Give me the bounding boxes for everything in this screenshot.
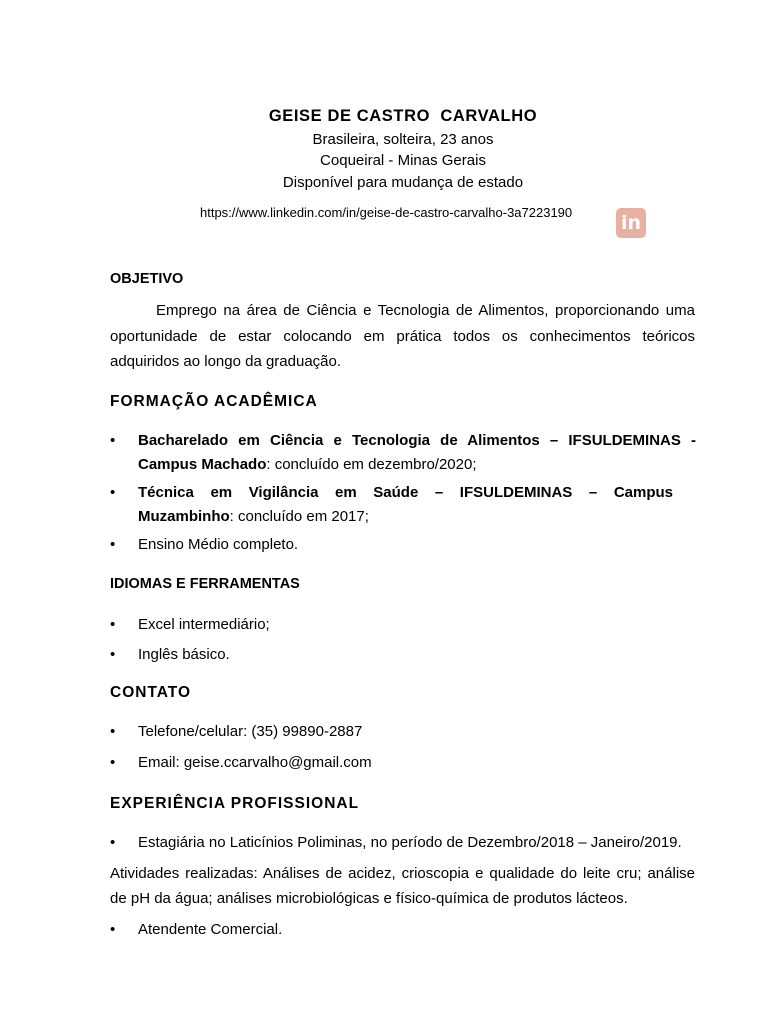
objetivo-line-2: oportunidade de estar colocando em prática todos os conhecimentos teóricos	[110, 327, 695, 345]
candidate-name: GEISE DE CASTRO CARVALHO	[268, 107, 538, 125]
linkedin-icon[interactable]: in	[616, 208, 646, 238]
section-title-formacao: FORMAÇÃO ACADÊMICA	[110, 393, 318, 410]
completion-info: : concluído em dezembro/2020;	[266, 456, 477, 473]
bullet-marker: •	[110, 754, 116, 771]
campus-name: Campus Machado	[138, 456, 267, 473]
degree-title: Bacharelado em Ciência e Tecnologia de Alimentos – IFSULDEMINAS -	[138, 432, 696, 449]
list-item-text: Estagiária no Laticínios Poliminas, no período de Dezembro/2018 – Janeiro/2019.	[138, 834, 682, 851]
objetivo-paragraph	[110, 298, 695, 375]
section-title-experiencia: EXPERIÊNCIA PROFISSIONAL	[110, 795, 360, 812]
phone-text: Telefone/celular: (35) 99890-2887	[138, 723, 363, 740]
completion-info: : concluído em 2017;	[229, 508, 369, 525]
section-title-idiomas: IDIOMAS E FERRAMENTAS	[110, 576, 300, 592]
campus-name: Muzambinho	[138, 508, 230, 525]
atividades-line-2: de pH da água; análises microbiológicas e físico-química de produtos lácteos.	[110, 890, 628, 907]
email-text: Email: geise.ccarvalho@gmail.com	[138, 754, 372, 771]
bullet-marker: •	[110, 646, 116, 663]
objetivo-line-3: adquiridos ao longo da graduação.	[110, 353, 342, 370]
bullet-marker: •	[110, 834, 116, 851]
list-item-text: Atendente Comercial.	[138, 921, 283, 938]
location-line: Coqueiral - Minas Gerais	[320, 152, 486, 169]
bullet-marker: •	[110, 484, 116, 501]
atividades-paragraph	[110, 861, 695, 911]
bullet-marker: •	[110, 616, 116, 633]
linkedin-url[interactable]: https://www.linkedin.com/in/geise-de-castro-carvalho-3a7223190	[200, 205, 573, 220]
list-item-text: Ensino Médio completo.	[138, 536, 299, 553]
relocation-line: Disponível para mudança de estado	[282, 174, 524, 191]
bullet-marker: •	[110, 432, 116, 449]
section-title-contato: CONTATO	[110, 684, 192, 701]
list-item-text: Excel intermediário;	[138, 616, 270, 633]
objetivo-line-1: Emprego na área de Ciência e Tecnologia de Alimentos, proporcionando uma	[156, 302, 695, 319]
resume-page	[110, 0, 696, 1024]
list-item-text: Inglês básico.	[138, 646, 230, 663]
section-title-objetivo: OBJETIVO	[110, 271, 184, 287]
bullet-marker: •	[110, 723, 116, 740]
bullet-marker: •	[110, 536, 116, 553]
personal-info-line: Brasileira, solteira, 23 anos	[312, 131, 494, 148]
degree-title: Técnica em Vigilância em Saúde – IFSULDEMINAS – Campus	[138, 484, 673, 501]
atividades-line-1: Atividades realizadas: Análises de acidez, crioscopia e qualidade do leite cru; análise	[110, 865, 695, 882]
bullet-marker: •	[110, 921, 116, 938]
